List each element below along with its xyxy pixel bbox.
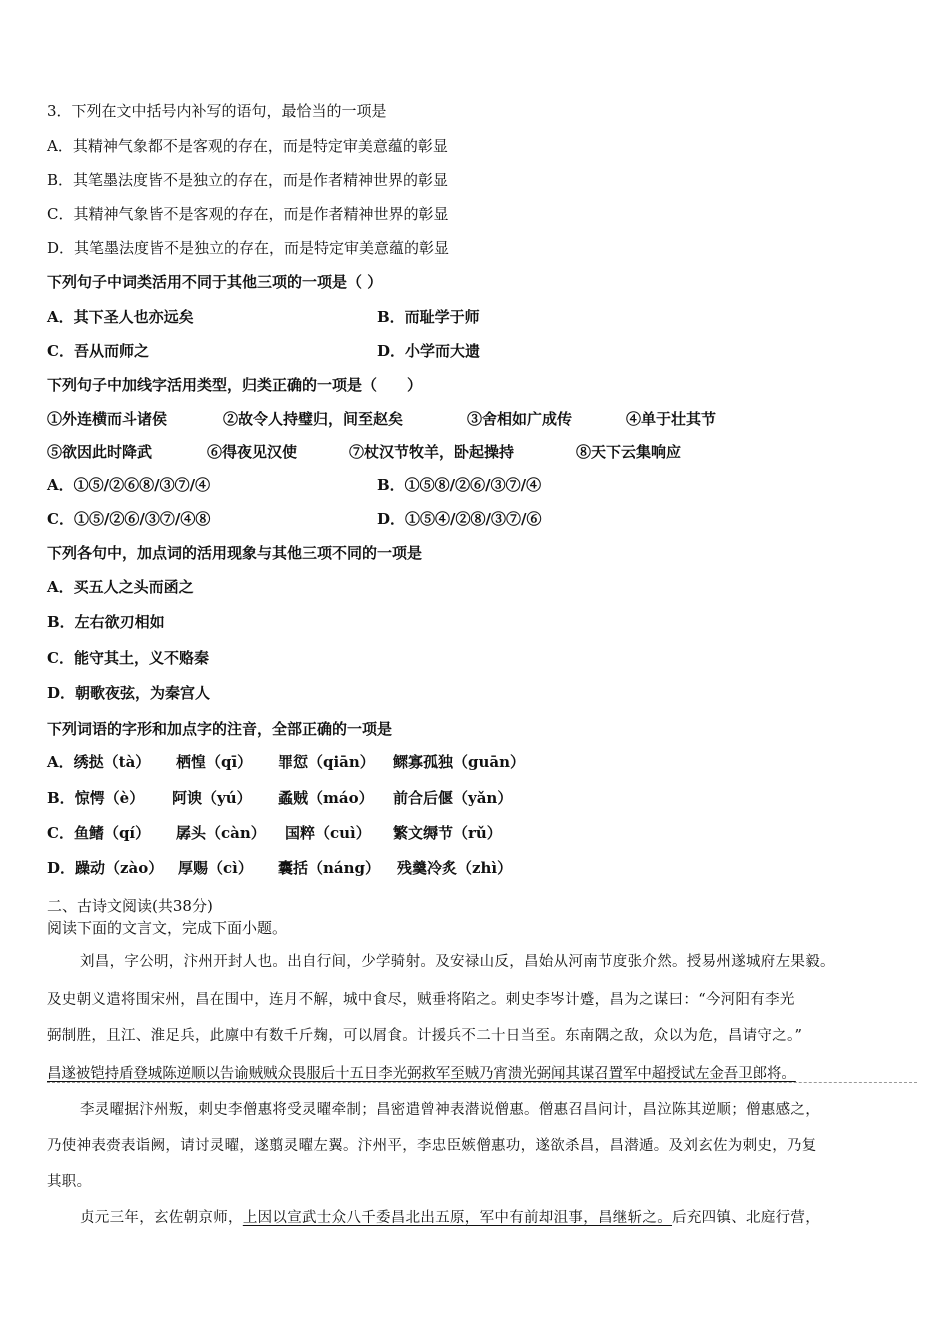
q7-a-word2: 栖惶（qī）: [176, 753, 253, 771]
q6-option-a: A．买五人之头而函之: [47, 578, 194, 596]
q7-b-word3: 蟊贼（máo）: [278, 789, 374, 807]
q5-option-b: B．①⑤⑧/②⑥/③⑦/④: [377, 476, 542, 494]
q7-a-word4: 鳏寡孤独（guān）: [393, 753, 526, 771]
q4-option-a: A．其下圣人也亦远矣: [47, 308, 194, 326]
q5-option-d: D．①⑤④/②⑧/③⑦/⑥: [377, 510, 542, 528]
q7-b-word1: B．惊愕（è）: [47, 789, 145, 807]
q5-item-7: ⑦杖汉节牧羊，卧起操持: [349, 443, 515, 461]
passage-para1-line3: 弼制胜，且江、淮足兵，此廪中有数千斤麹，可以屑食。计援兵不二十日当至。东南隅之敌，众以为危，昌请守之。”: [47, 1028, 803, 1044]
q3-option-b: B．其笔墨法度皆不是独立的存在，而是作者精神世界的彰显: [47, 171, 449, 189]
q7-a-word1: A．绣挞（tà）: [47, 753, 151, 771]
q6-option-b: B．左右欲刃相如: [47, 613, 165, 631]
q3-option-a: A．其精神气象都不是客观的存在，而是特定审美意蕴的彰显: [47, 137, 448, 155]
q5-item-4: ④单于壮其节: [626, 410, 717, 428]
passage-para2-line2: 乃使神表赍表诣阙，请讨灵曜，遂翦灵曜左翼。汴州平，李忠臣嫉僧惠功，遂欲杀昌，昌潜遁。及刘玄佐为刺史，乃复: [47, 1138, 817, 1154]
q4-options-row2: [47, 341, 481, 361]
q7-c-word4: 繁文缛节（rǔ）: [393, 824, 502, 842]
q7-d-word2: 厚赐（cì）: [178, 859, 253, 877]
divider-line: [47, 1082, 917, 1083]
q7-b-word4: 前合后偃（yǎn）: [393, 789, 513, 807]
q5-item-2: ②故令人持璧归，间至赵矣: [223, 410, 404, 428]
q4-option-c: C．吾从而师之: [47, 342, 149, 360]
q5-item-1: ①外连横而斗诸侯: [47, 410, 168, 428]
q5-item-5: ⑤欲因此时降武: [47, 443, 153, 461]
q4-options-row1: [47, 307, 480, 327]
q7-b-word2: 阿谀（yú）: [172, 789, 252, 807]
q6-option-c: C．能守其土，义不赂秦: [47, 649, 209, 667]
passage-para2-line3: 其职。: [47, 1174, 92, 1190]
q5-stem: 下列句子中加线字活用类型，归类正确的一项是（ ）: [47, 376, 423, 394]
q5-item-8: ⑧天下云集响应: [576, 443, 682, 461]
q7-stem: 下列词语的字形和加点字的注音，全部正确的一项是: [47, 720, 393, 738]
section2-title: 二、古诗文阅读(共38分): [47, 897, 213, 915]
passage-para3-line1: [47, 1202, 917, 1235]
passage-para1-line1: 刘昌，字公明，汴州开封人也。出自行间，少学骑射。及安禄山反，昌始从河南节度张介然。授易州遂城府左果毅。: [80, 954, 835, 970]
q7-c-word1: C．鱼鳍（qí）: [47, 824, 151, 842]
passage-para3-lead: 贞元三年，玄佐朝京师，: [80, 1210, 243, 1226]
passage-para2-line1: 李灵曜据汴州叛，刺史李僧惠将受灵曜牵制；昌密遣曾神表潜说僧惠。僧惠召昌问计，昌泣陈其逆顺；僧惠感之，: [80, 1102, 820, 1118]
q3-stem: 3．下列在文中括号内补写的语句，最恰当的一项是: [47, 102, 387, 120]
passage-para3-underlined: 上因以宣武士众八千委昌北出五原，军中有前却沮事，昌继斩之。: [242, 1210, 673, 1226]
q3-option-c: C．其精神气象皆不是客观的存在，而是作者精神世界的彰显: [47, 205, 449, 223]
q5-item-6: ⑥得夜见汉使: [207, 443, 298, 461]
passage-para3-tail: 后充四镇、北庭行营，: [672, 1210, 821, 1226]
q7-d-word4: 残羹冷炙（zhì）: [397, 859, 513, 877]
q5-options-row1: [47, 475, 542, 495]
q6-stem: 下列各句中，加点词的活用现象与其他三项不同的一项是: [47, 544, 423, 562]
q7-d-word1: D．躁动（zào）: [47, 859, 164, 877]
q5-item-3: ③舍相如广成传: [467, 410, 573, 428]
q7-d-word3: 囊括（náng）: [278, 859, 381, 877]
q5-option-c: C．①⑤/②⑥/③⑦/④⑧: [47, 510, 211, 528]
passage-para1-line2: 及史朝义遣将围宋州，昌在围中，连月不解，城中食尽，贼垂将陷之。刺史李岑计蹙，昌为之谋曰：“今河阳有李光: [47, 992, 795, 1008]
section2-instruction: 阅读下面的文言文，完成下面小题。: [47, 919, 288, 937]
q5-option-a: A．①⑤/②⑥⑧/③⑦/④: [47, 476, 211, 494]
q4-stem: 下列句子中词类活用不同于其他三项的一项是（ ）: [47, 273, 383, 291]
passage-para1-line4: 昌遂被铠持盾登城陈逆顺以告谕贼贼众畏服后十五日李光弼救军至贼乃宵溃光弼闻其谋召置军中超授试左金吾卫郎将。: [47, 1066, 796, 1082]
q4-option-d: D．小学而大遗: [377, 342, 481, 360]
q6-option-d: D．朝歌夜弦，为秦宫人: [47, 684, 211, 702]
q4-option-b: B．而耻学于师: [377, 308, 480, 326]
q7-a-word3: 罪愆（qiān）: [278, 753, 375, 771]
q5-options-row2: [47, 509, 542, 529]
q3-option-d: D．其笔墨法度皆不是独立的存在，而是特定审美意蕴的彰显: [47, 239, 450, 257]
q7-c-word2: 孱头（càn）: [176, 824, 266, 842]
q7-c-word3: 国粹（cuì）: [285, 824, 371, 842]
